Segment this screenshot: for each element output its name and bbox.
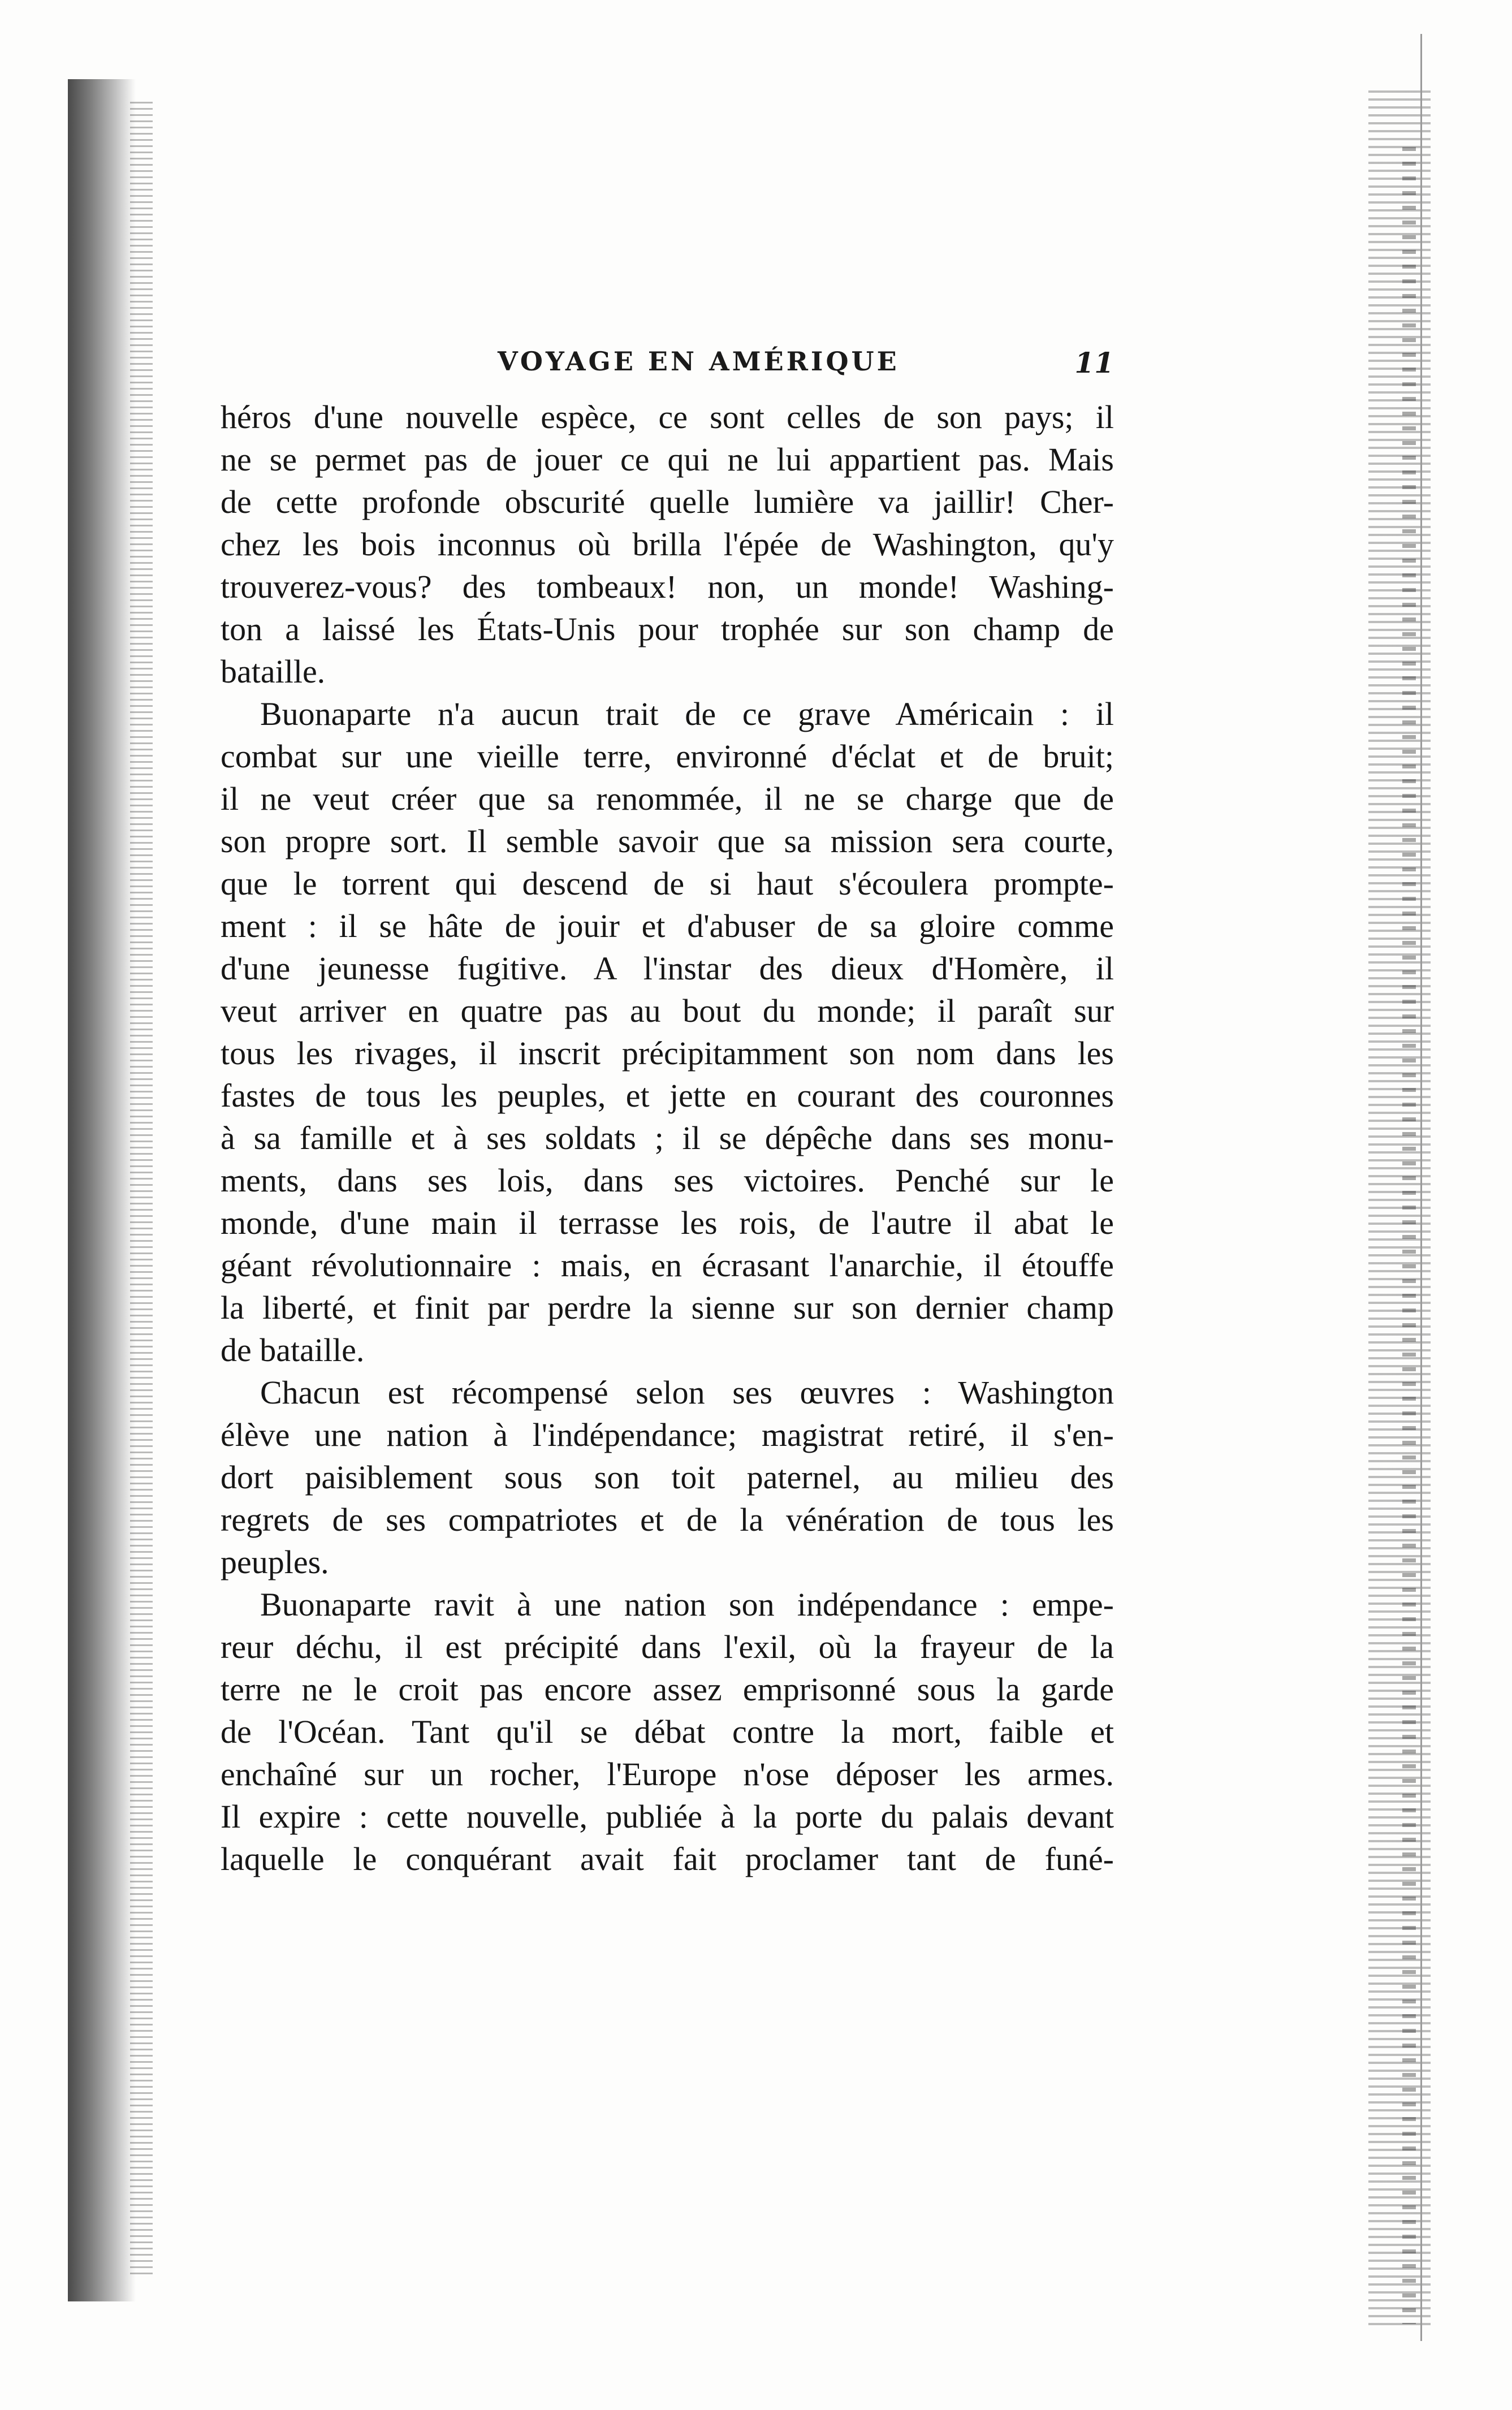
scan-edge-line <box>1420 34 1422 2341</box>
text-line: ment : il se hâte de jouir et d'abuser de sa gloire comme <box>221 908 1114 944</box>
text-line: enchaîné sur un rocher, l'Europe n'ose déposer les armes. <box>221 1756 1114 1793</box>
text-line: Buonaparte ravit à une nation son indépendance : empe- <box>260 1586 1114 1623</box>
body-text <box>221 396 1114 1880</box>
text-line: veut arriver en quatre pas au bout du monde; il paraît sur <box>221 992 1114 1029</box>
text-line: trouverez-vous? des tombeaux! non, un monde! Washing- <box>221 568 1114 605</box>
text-line: de bataille. <box>221 1332 365 1368</box>
text-line: Chacun est récompensé selon ses œuvres : Washington <box>260 1374 1114 1411</box>
text-line: terre ne le croit pas encore assez emprisonné sous la garde <box>221 1671 1114 1708</box>
text-line: de cette profonde obscurité quelle lumière va jaillir! Cher- <box>221 483 1114 520</box>
scan-edge-right-dark <box>1402 147 1416 2324</box>
text-line: ments, dans ses lois, dans ses victoires. Penché sur le <box>221 1162 1114 1199</box>
text-line: ton a laissé les États-Unis pour trophée sur son champ de <box>221 611 1114 647</box>
text-line: tous les rivages, il inscrit précipitamment son nom dans les <box>221 1035 1114 1072</box>
text-line: monde, d'une main il terrasse les rois, de l'autre il abat le <box>221 1204 1114 1241</box>
text-line: son propre sort. Il semble savoir que sa mission sera courte, <box>221 823 1114 860</box>
text-line: peuples. <box>221 1544 329 1580</box>
text-line: dort paisiblement sous son toit paternel, au milieu des <box>221 1459 1114 1496</box>
text-line: Buonaparte n'a aucun trait de ce grave Américain : il <box>260 696 1114 732</box>
text-line: géant révolutionnaire : mais, en écrasant l'anarchie, il étouffe <box>221 1247 1114 1284</box>
text-line: fastes de tous les peuples, et jette en courant des couronnes <box>221 1077 1114 1114</box>
text-line: chez les bois inconnus où brilla l'épée de Washington, qu'y <box>221 526 1114 563</box>
text-line: de l'Océan. Tant qu'il se débat contre la mort, faible et <box>221 1713 1114 1750</box>
text-line: la liberté, et finit par perdre la sienne sur son dernier champ <box>221 1289 1114 1326</box>
text-line: il ne veut créer que sa renommée, il ne se charge que de <box>221 780 1114 817</box>
text-line: bataille. <box>221 653 326 690</box>
running-title: VOYAGE EN AMÉRIQUE <box>498 346 900 377</box>
text-line: élève une nation à l'indépendance; magistrat retiré, il s'en- <box>221 1416 1114 1453</box>
text-line: à sa famille et à ses soldats ; il se dépêche dans ses monu- <box>221 1120 1114 1156</box>
text-line: ne se permet pas de jouer ce qui ne lui appartient pas. Mais <box>221 441 1114 478</box>
text-line: combat sur une vieille terre, environné d'éclat et de bruit; <box>221 738 1114 775</box>
binding-speckle <box>130 102 153 2279</box>
text-line: d'une jeunesse fugitive. A l'instar des dieux d'Homère, il <box>221 950 1114 987</box>
text-line: regrets de ses compatriotes et de la vénération de tous les <box>221 1501 1114 1538</box>
text-line: que le torrent qui descend de si haut s'écoulera prompte- <box>221 865 1114 902</box>
text-line: laquelle le conquérant avait fait proclamer tant de funé- <box>221 1841 1114 1877</box>
running-header <box>221 346 1114 386</box>
binding-shadow <box>68 79 136 2301</box>
text-line: héros d'une nouvelle espèce, ce sont celles de son pays; il <box>221 399 1114 435</box>
text-line: Il expire : cette nouvelle, publiée à la porte du palais devant <box>221 1798 1114 1835</box>
page-number: 11 <box>1074 346 1114 379</box>
text-line: reur déchu, il est précipité dans l'exil, où la frayeur de la <box>221 1629 1114 1665</box>
